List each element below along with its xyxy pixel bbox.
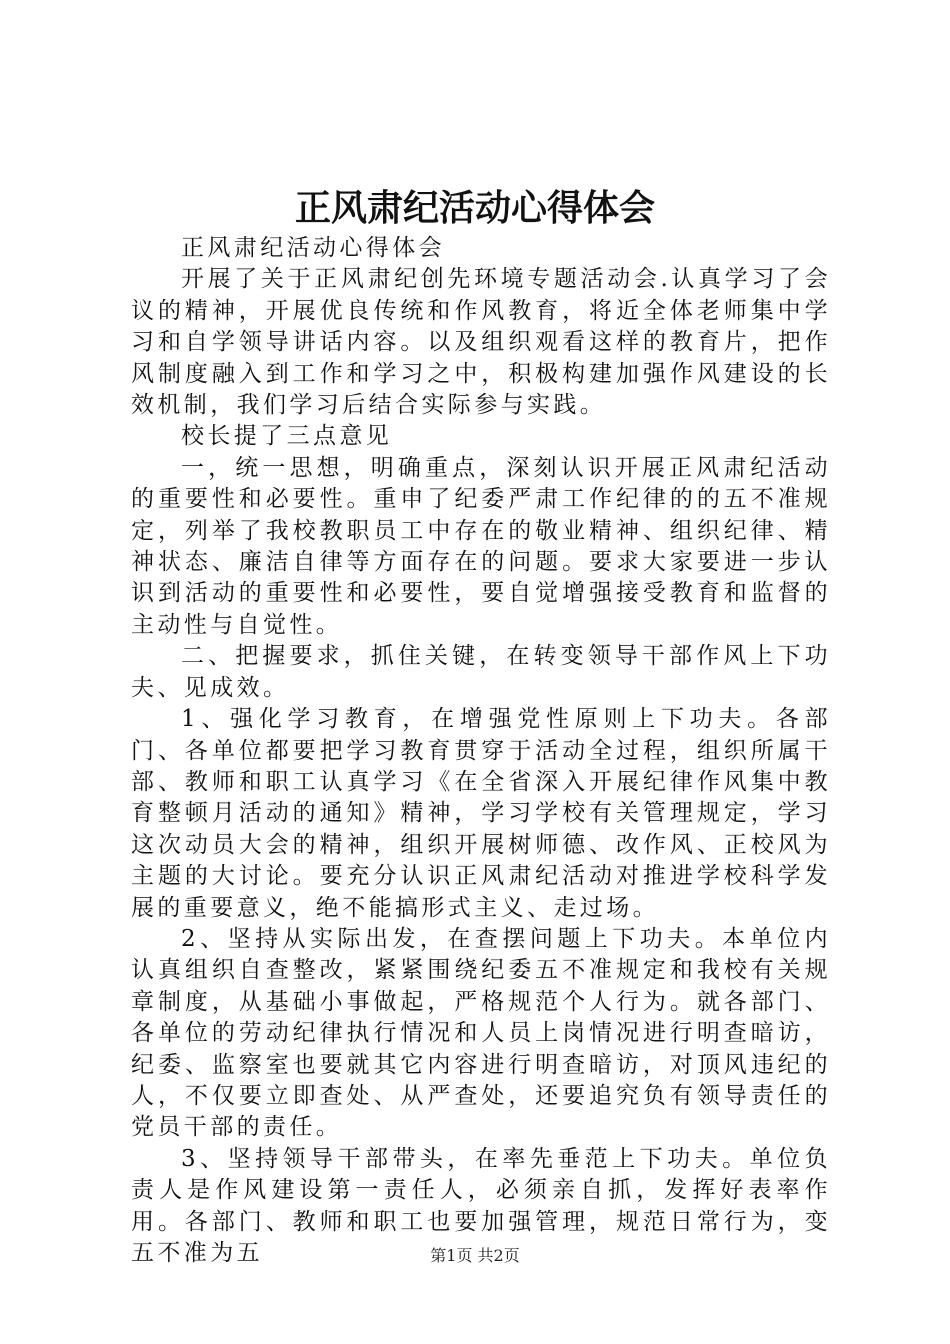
page-footer: 第1页 共2页 [430,1246,520,1265]
point-one-paragraph: 一，统一思想，明确重点，深刻认识开展正风肃纪活动的重要性和必要性。重申了纪委严肃工作纪律的的五不准规定，列举了我校教职员工中存在的敬业精神、组织纪律、精神状态、廉洁自律等方面存在的问题。要求大家要进一步认识到活动的重要性和必要性，要自觉增强接受教育和监督的主动性与自觉性。 [131,454,831,638]
intro-paragraph: 开展了关于正风肃纪创先环境专题活动会.认真学习了会议的精神，开展优良传统和作风教育，将近全体老师集中学习和自学领导讲话内容。以及组织观看这样的教育片，把作风制度融入到工作和学习之中，积极构建加强作风建设的长效机制，我们学习后结合实际参与实践。 [131,266,831,419]
document-body [131,233,831,1269]
item-one-paragraph: 1、强化学习教育，在增强党性原则上下功夫。各部门、各单位都要把学习教育贯穿于活动全过程，组织所属干部、教师和职工认真学习《在全省深入开展纪律作风集中教育整顿月活动的通知》精神，学习学校有关管理规定，学习这次动员大会的精神，组织开展树师德、改作风、正校风为主题的大讨论。要充分认识正风肃纪活动对推进学校科学发展的重要意义，绝不能搞形式主义、走过场。 [131,706,831,921]
item-two-paragraph: 2、坚持从实际出发，在查摆问题上下功夫。本单位内认真组织自查整改，紧紧围绕纪委五不准规定和我校有关规章制度，从基础小事做起，严格规范个人行为。就各部门、各单位的劳动纪律执行情况和人员上岗情况进行明查暗访，纪委、监察室也要就其它内容进行明查暗访，对顶风违纪的人，不仅要立即查处、从严查处，还要追究负有领导责任的党员干部的责任。 [131,925,831,1141]
section-heading-paragraph: 校长提了三点意见 [181,423,393,450]
subtitle-paragraph: 正风肃纪活动心得体会 [181,235,445,261]
document-title: 正风肃纪活动心得体会 [294,187,655,229]
item-three-paragraph: 3、坚持领导干部带头，在率先垂范上下功夫。单位负责人是作风建设第一责任人，必须亲自抓，发挥好表率作用。各部门、教师和职工也要加强管理，规范日常行为，变五不准为五 [131,1145,831,1266]
point-two-paragraph: 二、把握要求，抓住关键，在转变领导干部作风上下功夫、见成效。 [131,643,831,701]
